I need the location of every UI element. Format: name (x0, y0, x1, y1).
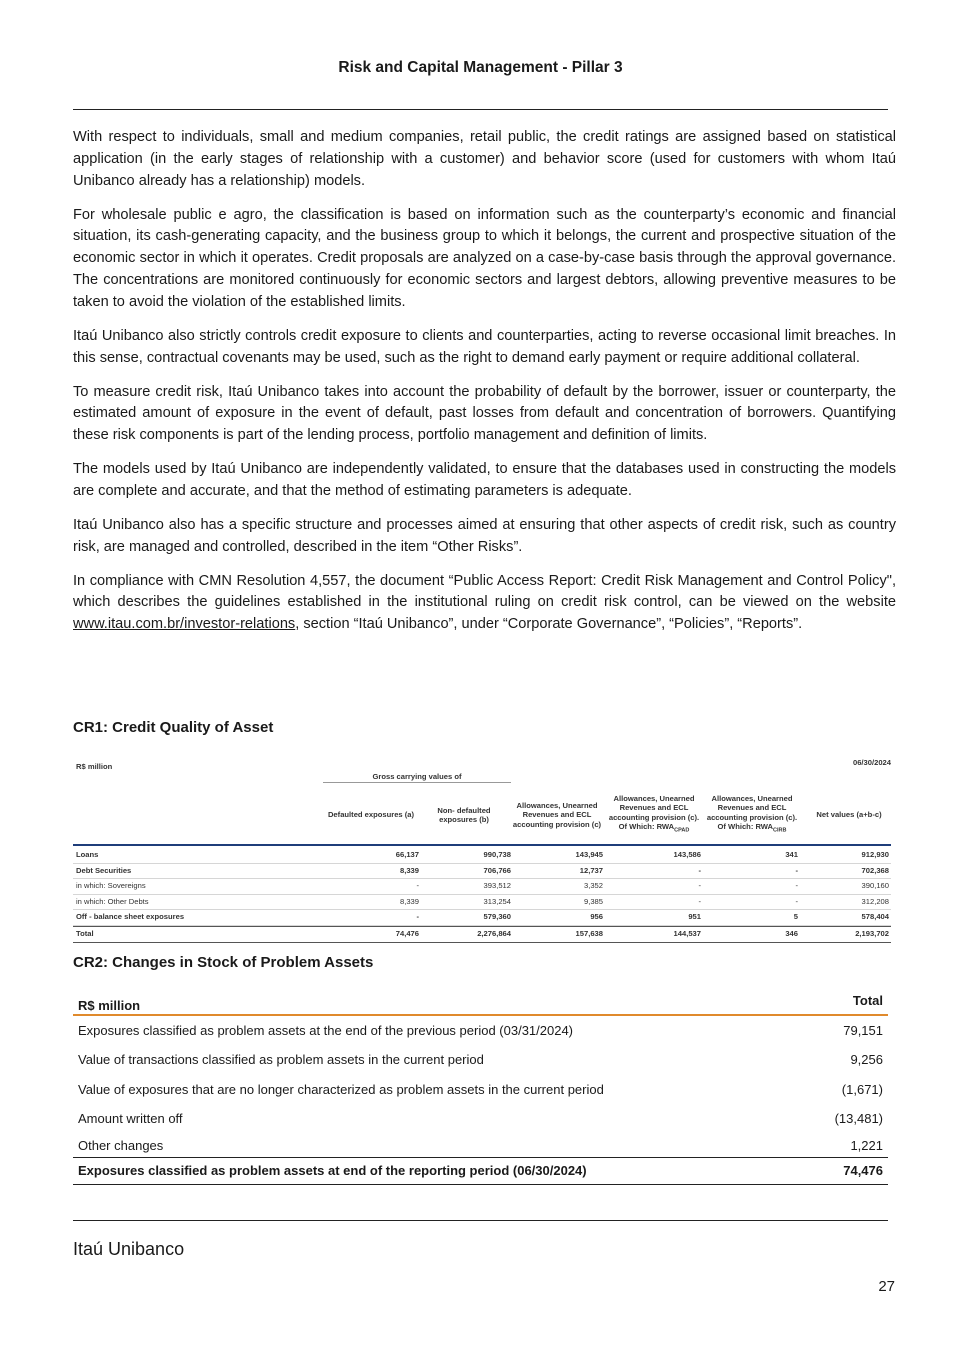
cr2-unit: R$ million (78, 998, 141, 1013)
table-row (73, 1104, 888, 1133)
row-label: Loans (76, 850, 99, 859)
row-label: Amount written off (78, 1110, 183, 1126)
table-row (73, 895, 891, 911)
cell: 2,193,702 (855, 928, 889, 938)
cr1-col-header: Net values (a+b-c) (816, 810, 882, 820)
cell: 390,160 (861, 881, 889, 891)
cr1-column-headers (73, 786, 893, 844)
table-row (73, 1075, 888, 1104)
cell: 956 (590, 912, 603, 922)
table-row (73, 848, 891, 864)
cell: 706,766 (483, 865, 511, 875)
cr2-title: CR2: Changes in Stock of Problem Assets (73, 954, 374, 971)
cr1-col-header: Allowances, Unearned Revenues and ECL accounting provision (c). Of Which: $RWA_{CIRB}$ (706, 794, 798, 834)
row-value: 1,221 (850, 1138, 883, 1154)
cell: - (416, 912, 419, 922)
cr1-unit: R$ million (76, 762, 113, 771)
row-label: Value of exposures that are no longer characterized as problem assets in the current period (78, 1081, 604, 1097)
row-label: in which: Other Debts (76, 896, 149, 906)
cr1-table (73, 756, 893, 938)
row-label: in which: Sovereigns (76, 881, 146, 891)
table-row-total (73, 926, 891, 943)
cell: 312,208 (861, 896, 889, 906)
paragraph-text: , section “Itaú Unibanco”, under “Corporate Governance”, “Policies”, “Reports”. (295, 616, 803, 633)
cr2-table (73, 990, 888, 1185)
cell: - (795, 881, 798, 891)
cr1-col-header: Allowances, Unearned Revenues and ECL accounting provision (c) (512, 801, 602, 829)
row-value: 9,256 (850, 1052, 883, 1068)
page-number: 27 (878, 1278, 895, 1295)
cell: - (698, 865, 701, 875)
cell: - (795, 865, 798, 875)
table-row (73, 879, 891, 895)
cell: 2,276,864 (477, 928, 511, 938)
row-label: Exposures classified as problem assets at the end of the previous period (03/31/2024) (78, 1023, 574, 1038)
cell: 12,737 (579, 865, 603, 875)
cell: 5 (793, 912, 798, 922)
cr1-group-header: Gross carrying values of (323, 772, 511, 783)
row-label: Total (76, 928, 94, 938)
cell: 951 (688, 912, 701, 922)
cell: 578,404 (861, 912, 889, 922)
cell: - (416, 881, 419, 891)
cell: 990,738 (483, 850, 511, 859)
cell: 8,339 (399, 865, 419, 875)
cell: 346 (785, 928, 798, 938)
cr1-rows (73, 848, 891, 943)
table-row (73, 910, 891, 926)
cell: - (795, 896, 798, 906)
row-label: Debt Securities (76, 865, 132, 875)
cell: 313,254 (483, 896, 511, 906)
row-value: (1,671) (841, 1081, 883, 1097)
cr2-total-header: Total (852, 993, 883, 1008)
cell: 3,352 (583, 881, 603, 891)
footer-divider (73, 1220, 888, 1221)
paragraph: To measure credit risk, Itaú Unibanco takes into account the probability of default by the borrower, issuer or counterparty, the estimated amount of exposure in the event of default, past losses from default and concentration of borrowers. Quantifying these risk components is part of the lending process, portfolio management and definition of limits. (73, 383, 896, 444)
paragraph: For wholesale public e agro, the classification is based on information such as the counterparty’s economic and financial situation, its cash-generating capacity, and the business group to which it belongs, the current and prospective situation of the economic sector in which it operates. Credit proposals are analyzed on a case-by-case basis through the approval governance. The concentrations are monitored continuously for economic sectors and largest debtors, allowing preventive measures to be taken to avoid the violation of the established limits. (73, 206, 896, 310)
cell: 393,512 (483, 881, 511, 891)
cr1-col-header: Defaulted exposures (a) (327, 810, 415, 820)
cell: 341 (785, 850, 798, 859)
row-value: 79,151 (843, 1023, 883, 1038)
paragraph: Itaú Unibanco also strictly controls credit exposure to clients and counterparties, acting to reverse occasional limit breaches. In this sense, contractual covenants may be used, such as the right to demand early payment or require additional collateral. (73, 327, 896, 366)
cell: 74,476 (395, 928, 419, 938)
table-row (73, 1016, 888, 1045)
header-divider (73, 109, 888, 110)
table-row (73, 1045, 888, 1074)
cell: 912,930 (861, 850, 889, 859)
cell: 143,945 (575, 850, 603, 859)
paragraph: The models used by Itaú Unibanco are independently validated, to ensure that the databases used in constructing the models are complete and accurate, and that the method of estimating parameters is adequate. (73, 461, 896, 499)
row-label: Value of transactions classified as problem assets in the current period (78, 1052, 484, 1068)
row-label: Exposures classified as problem assets at end of the reporting period (06/30/2024) (78, 1163, 587, 1179)
paragraph-text: In compliance with CMN Resolution 4,557, the document “Public Access Report: Credit Risk Management and Control Policy", which describes the guidelines established in the institutional ruling on credit risk control, can be viewed on the website (73, 572, 896, 611)
cr1-date: 06/30/2024 (852, 758, 891, 767)
cr1-title: CR1: Credit Quality of Asset (73, 719, 274, 736)
cell: 8,339 (399, 896, 419, 906)
cell: 702,368 (861, 865, 889, 875)
row-label: Off - balance sheet exposures (76, 912, 185, 922)
investor-relations-link[interactable]: www.itau.com.br/investor-relations (73, 616, 296, 633)
cr2-header (73, 990, 888, 1016)
cr1-col-header: Non- defaulted exposures (b) (437, 805, 491, 824)
body-text (73, 127, 896, 648)
footer-company-name: Itaú Unibanco (73, 1239, 185, 1259)
cr1-header-rule (73, 844, 891, 846)
cell: 9,385 (583, 896, 603, 906)
table-row (73, 864, 891, 880)
paragraph: With respect to individuals, small and medium companies, retail public, the credit ratings are assigned based on statistical application (in the early stages of relationship with a customer) and behavior score (used for customers with whom Itaú Unibanco already has a relationship) models. (73, 129, 896, 189)
page-header-title: Risk and Capital Management - Pillar 3 (338, 59, 623, 76)
cell: - (698, 896, 701, 906)
row-value: 74,476 (843, 1163, 883, 1179)
paragraph-policy-reference (73, 571, 896, 636)
cell: 143,586 (673, 850, 701, 859)
table-row (73, 1133, 888, 1157)
cr1-col-header: Allowances, Unearned Revenues and ECL accounting provision (c). Of Which: $RWA_{CPAD}$ (608, 794, 700, 834)
cell: 579,360 (483, 912, 511, 922)
cell: 157,638 (575, 928, 603, 938)
cell: - (698, 881, 701, 891)
table-row-total (73, 1157, 888, 1185)
cell: 66,137 (395, 850, 419, 859)
paragraph: Itaú Unibanco also has a specific structure and processes aimed at ensuring that other aspects of credit risk, such as country risk, are managed and controlled, described in the item “Other Risks”. (73, 516, 896, 555)
row-value: (13,481) (834, 1110, 883, 1126)
row-label: Other changes (78, 1138, 164, 1154)
cell: 144,537 (673, 928, 701, 938)
